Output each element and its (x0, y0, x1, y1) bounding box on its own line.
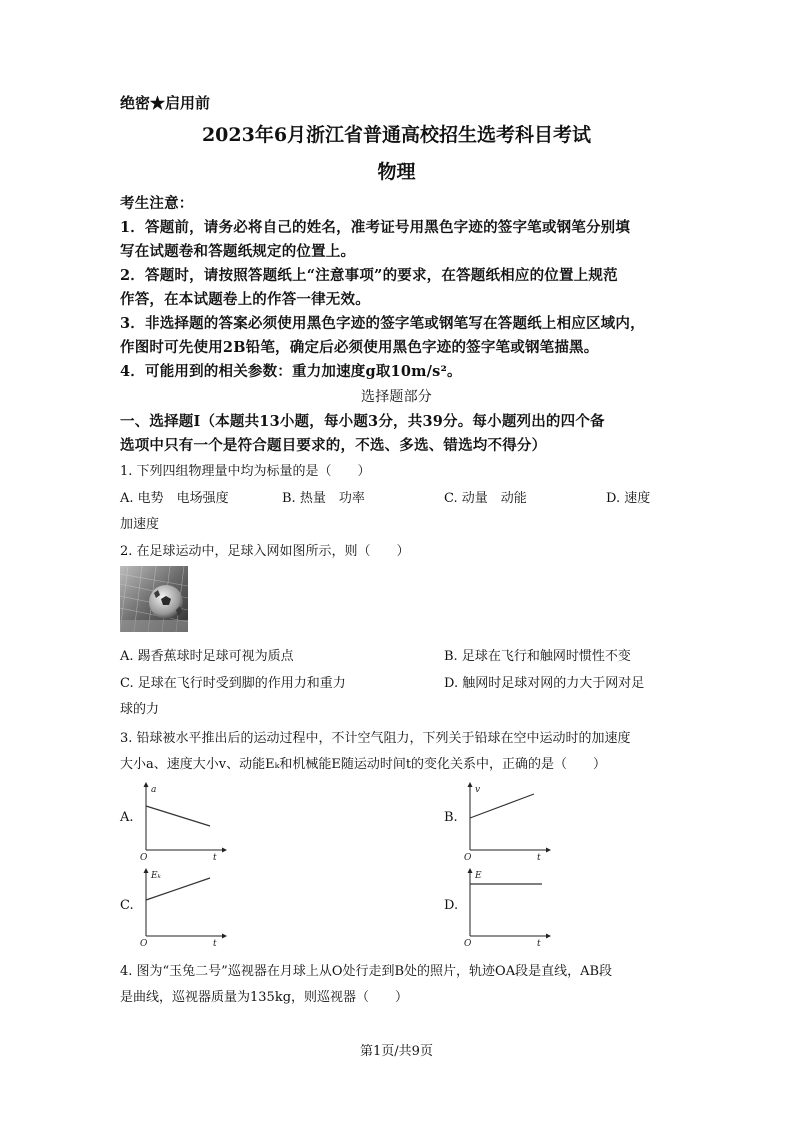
q1-option-d: D. 速度 (606, 491, 651, 506)
q1-option-c: C. 动量 动能 (444, 491, 527, 506)
y-axis-label: Eₖ (151, 871, 161, 881)
q3-graph-d (462, 866, 552, 952)
y-axis-arrow (468, 868, 473, 873)
curve-a (146, 806, 210, 826)
origin-label: O (464, 853, 472, 862)
exam-title: 2023年6月浙江省普通高校招生选考科目考试 (201, 124, 592, 146)
q3-option-c-label: C. (120, 898, 134, 913)
origin-label: O (140, 853, 148, 862)
x-axis-arrow (222, 934, 227, 939)
section-title: 选择题部分 (361, 389, 432, 405)
y-axis-arrow (144, 868, 149, 873)
q3-graph-a (138, 780, 228, 866)
y-axis-label: E (475, 871, 482, 881)
notice-line: 作图时可先使用2B铅笔，确定后必须使用黑色字迹的签字笔或钢笔描黑。 (120, 339, 599, 356)
x-axis-label: t (537, 853, 541, 862)
question-2-stem: 2. 在足球运动中，足球入网如图所示，则（ ） (120, 544, 410, 559)
q3-graph-b (462, 780, 552, 866)
section-intro: 一、选择题Ⅰ（本题共13小题，每小题3分，共39分。每小题列出的四个备 (120, 413, 605, 430)
notice-line: 2．答题时，请按照答题纸上“注意事项”的要求，在答题纸相应的位置上规范 (120, 267, 618, 284)
notice-line: 4．可能用到的相关参数：重力加速度g取10m/s²。 (120, 363, 462, 380)
x-axis-label: t (537, 939, 541, 948)
q1-option-a: A. 电势 电场强度 (120, 491, 229, 506)
question-3-stem: 大小a、速度大小v、动能Eₖ和机械能E随运动时间t的变化关系中，正确的是（ ） (120, 757, 607, 772)
y-axis-label: a (151, 785, 157, 795)
q2-option-d: D. 触网时足球对网的力大于网对足 (444, 676, 645, 691)
x-axis-arrow (546, 934, 551, 939)
q1-option-b: B. 热量 功率 (282, 491, 365, 506)
soccer-ball-photo (120, 566, 188, 632)
q3-option-b-label: B. (444, 810, 458, 825)
origin-label: O (464, 939, 472, 948)
section-intro: 选项中只有一个是符合题目要求的，不选、多选、错选均不得分） (120, 437, 547, 454)
q3-option-a-label: A. (120, 810, 134, 825)
q2-option-d-continued: 球的力 (120, 702, 160, 717)
q3-option-d-label: D. (444, 898, 459, 913)
q1-option-d-continued: 加速度 (120, 517, 160, 532)
confidential-mark: 绝密★启用前 (120, 94, 211, 112)
notice-heading: 考生注意： (120, 195, 194, 212)
subject-title: 物理 (377, 161, 416, 183)
y-axis-arrow (468, 782, 473, 787)
q2-option-a: A. 踢香蕉球时足球可视为质点 (120, 649, 294, 664)
notice-line: 写在试题卷和答题纸规定的位置上。 (120, 243, 356, 260)
x-axis-arrow (222, 848, 227, 853)
curve-b (470, 794, 534, 818)
notice-line: 作答，在本试题卷上的作答一律无效。 (120, 291, 370, 308)
q2-option-c: C. 足球在飞行时受到脚的作用力和重力 (120, 676, 346, 691)
notice-line: 3．非选择题的答案必须使用黑色字迹的签字笔或钢笔写在答题纸上相应区域内， (120, 315, 645, 332)
q3-graph-c (138, 866, 228, 952)
x-axis-arrow (546, 848, 551, 853)
x-axis-label: t (213, 939, 217, 948)
curve-c (146, 878, 210, 900)
page-footer: 第1页/共9页 (360, 1044, 433, 1059)
origin-label: O (140, 939, 148, 948)
question-3-stem: 3. 铅球被水平推出后的运动过程中，不计空气阻力，下列关于铅球在空中运动时的加速度 (120, 731, 631, 746)
y-axis-label: v (475, 785, 481, 795)
q2-option-b: B. 足球在飞行和触网时惯性不变 (444, 649, 631, 664)
question-4-stem: 是曲线，巡视器质量为135kg，则巡视器（ ） (120, 990, 409, 1005)
notice-line: 1．答题前，请务必将自己的姓名，准考证号用黑色字迹的签字笔或钢笔分别填 (120, 219, 631, 236)
y-axis-arrow (144, 782, 149, 787)
question-4-stem: 4. 图为“玉兔二号”巡视器在月球上从O处行走到B处的照片，轨迹OA段是直线，AB段 (120, 964, 613, 979)
x-axis-label: t (213, 853, 217, 862)
question-1-stem: 1. 下列四组物理量中均为标量的是（ ） (120, 464, 371, 479)
